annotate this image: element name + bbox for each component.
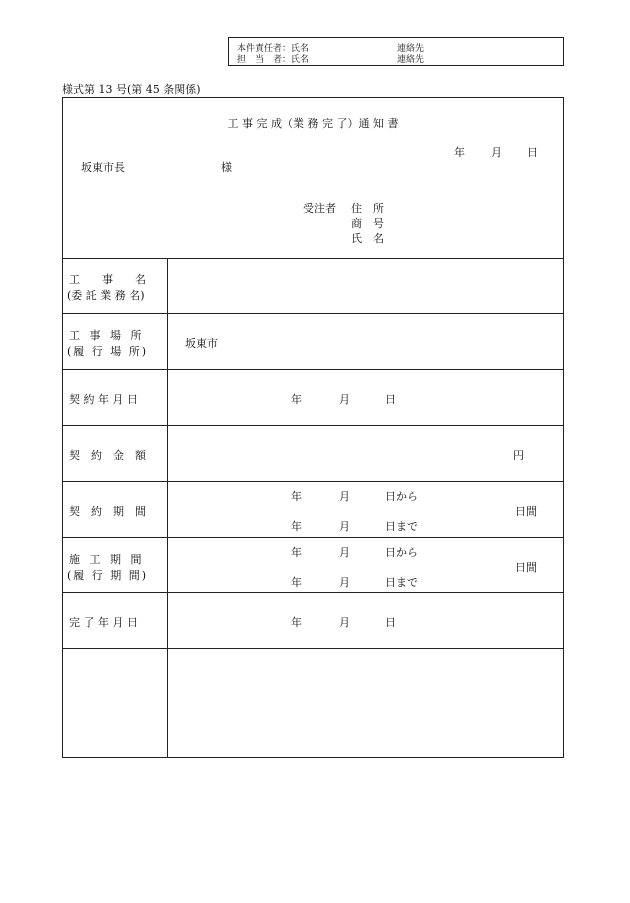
- contract-amount-label: 契 約 金 額: [69, 449, 146, 462]
- notice-date-day: 日: [527, 146, 538, 159]
- entrusted-work-name-label: (委 託 業 務 名): [67, 289, 145, 302]
- responsible-person-label: 本件責任者：氏名: [237, 44, 310, 54]
- row-divider: [63, 425, 563, 426]
- construction-end-month: 月: [339, 576, 350, 589]
- contract-start-year: 年: [291, 490, 302, 503]
- row-divider: [63, 258, 563, 259]
- work-place-label: 工 事 場 所: [69, 329, 145, 342]
- contract-start-month: 月: [339, 490, 350, 503]
- contract-date-label: 契 約 年 月 日: [69, 393, 138, 406]
- completion-date-day: 日: [385, 616, 396, 629]
- contract-date-year: 年: [291, 393, 302, 406]
- addressee-suffix: 様: [221, 161, 232, 174]
- contract-end-year: 年: [291, 520, 302, 533]
- contract-date-day: 日: [385, 393, 396, 406]
- notice-date-year: 年: [454, 146, 465, 159]
- contractor-name-label: 氏 名: [351, 232, 384, 245]
- construction-end-day: 日まで: [385, 576, 418, 589]
- construction-period-days: 日間: [515, 561, 537, 574]
- row-divider: [63, 369, 563, 370]
- performance-period-label: (履 行 期 間): [67, 569, 149, 582]
- remarks-area: [63, 648, 563, 757]
- work-name-label: 工 事 名: [69, 273, 146, 286]
- row-divider: [63, 592, 563, 593]
- contractor-company-label: 商 号: [351, 217, 384, 230]
- completion-notice-form: [62, 97, 564, 758]
- construction-end-year: 年: [291, 576, 302, 589]
- contract-period-days: 日間: [515, 505, 537, 518]
- yen-unit: 円: [513, 449, 524, 462]
- completion-date-year: 年: [291, 616, 302, 629]
- construction-start-month: 月: [339, 546, 350, 559]
- addressee: 坂東市長: [81, 161, 125, 174]
- contractor-label: 受注者: [303, 202, 336, 215]
- responsible-contact-label: 連絡先: [397, 44, 425, 54]
- completion-date-label: 完 了 年 月 日: [69, 616, 138, 629]
- work-place-value: 坂東市: [185, 337, 218, 350]
- construction-start-year: 年: [291, 546, 302, 559]
- contract-end-day: 日まで: [385, 520, 418, 533]
- notice-date-month: 月: [491, 146, 502, 159]
- staff-contact-label: 連絡先: [397, 55, 425, 65]
- row-divider: [63, 481, 563, 482]
- completion-date-month: 月: [339, 616, 350, 629]
- form-number: 様式第 13 号(第 45 条関係): [62, 83, 201, 96]
- performance-place-label: (履 行 場 所): [67, 345, 149, 358]
- construction-start-day: 日から: [385, 546, 418, 559]
- responsible-person-box: [228, 37, 564, 66]
- construction-period-label: 施 工 期 間: [69, 553, 145, 566]
- row-divider: [63, 313, 563, 314]
- notice-title: 工 事 完 成（業 務 完 了）通 知 書: [227, 117, 399, 130]
- staff-person-label: 担 当 者：氏名: [237, 55, 310, 65]
- contract-end-month: 月: [339, 520, 350, 533]
- contract-period-label: 契 約 期 間: [69, 505, 146, 518]
- row-divider: [63, 537, 563, 538]
- contract-start-day: 日から: [385, 490, 418, 503]
- contractor-address-label: 住 所: [351, 202, 384, 215]
- contract-date-month: 月: [339, 393, 350, 406]
